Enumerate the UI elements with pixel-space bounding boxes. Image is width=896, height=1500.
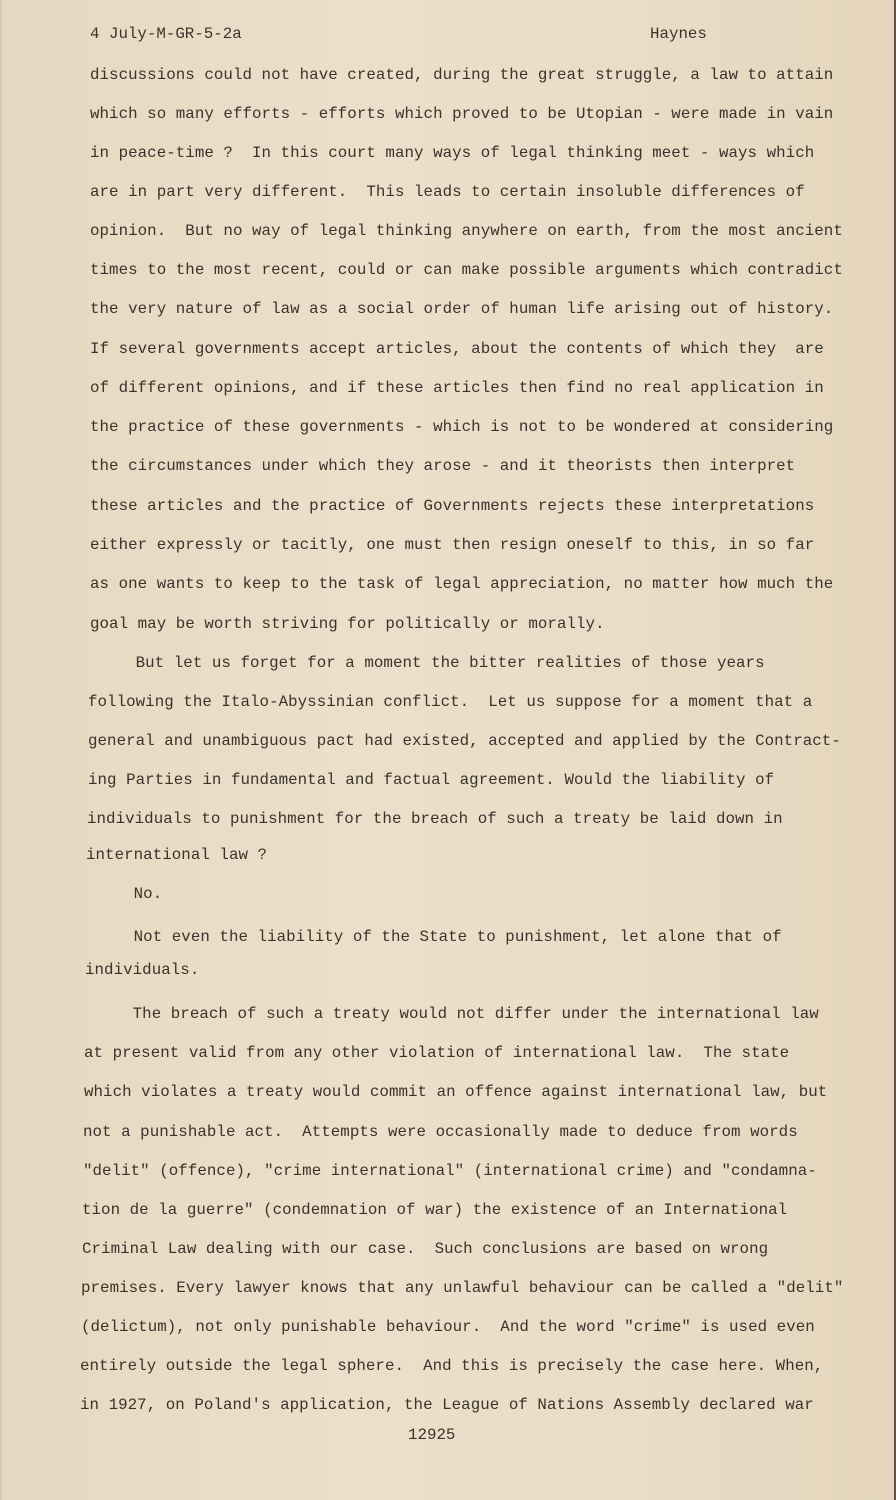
text-line: the very nature of law as a social order of human life arising out of history. xyxy=(90,300,834,318)
text-line: international law ? xyxy=(86,846,268,864)
text-line: following the Italo-Abyssinian conflict. Let us suppose for a moment that a xyxy=(88,693,813,711)
text-line: the practice of these governments - which is not to be wondered at considering xyxy=(90,418,834,436)
text-line: not a punishable act. Attempts were occasionally made to deduce from words xyxy=(83,1123,798,1141)
text-line: the circumstances under which they arose - and it theorists then interpret xyxy=(90,457,796,475)
text-line: If several governments accept articles, about the contents of which they are xyxy=(90,340,824,358)
text-line: "delit" (offence), "crime international" (international crime) and "condamna- xyxy=(83,1162,817,1180)
text-line: as one wants to keep to the task of legal appreciation, no matter how much the xyxy=(90,575,834,593)
text-line: Criminal Law dealing with our case. Such conclusions are based on wrong xyxy=(82,1240,769,1258)
text-line: opinion. But no way of legal thinking anywhere on earth, from the most ancient xyxy=(90,222,843,240)
text-line: in 1927, on Poland's application, the League of Nations Assembly declared war xyxy=(80,1396,814,1414)
text-line: which so many efforts - efforts which proved to be Utopian - were made in vain xyxy=(90,105,834,123)
text-line: of different opinions, and if these articles then find no real application in xyxy=(90,379,824,397)
speaker-name: Haynes xyxy=(650,25,707,43)
page-number: 12925 xyxy=(408,1426,456,1444)
text-line: either expressly or tacitly, one must then resign oneself to this, in so far xyxy=(90,536,815,554)
text-line: in peace-time ? In this court many ways of legal thinking meet - ways which xyxy=(90,144,815,162)
text-line: these articles and the practice of Governments rejects these interpretations xyxy=(90,497,815,515)
text-line: individuals to punishment for the breach of such a treaty be laid down in xyxy=(87,810,783,828)
text-line: are in part very different. This leads to certain insoluble differences of xyxy=(90,183,805,201)
text-line: tion de la guerre" (condemnation of war) the existence of an International xyxy=(82,1201,788,1219)
text-line: (delictum), not only punishable behaviour. And the word "crime" is used even xyxy=(81,1318,815,1336)
page-left-edge xyxy=(0,0,2,1500)
text-line: premises. Every lawyer knows that any unlawful behaviour can be called a "delit" xyxy=(81,1279,844,1297)
text-line: which violates a treaty would commit an offence against international law, but xyxy=(84,1083,828,1101)
text-line: entirely outside the legal sphere. And this is precisely the case here. When, xyxy=(80,1357,824,1375)
text-line: Not even the liability of the State to punishment, let alone that of xyxy=(86,928,782,946)
text-line: ing Parties in fundamental and factual agreement. Would the liability of xyxy=(88,771,775,789)
text-line: discussions could not have created, during the great struggle, a law to attain xyxy=(90,66,834,84)
text-line: times to the most recent, could or can make possible arguments which contradict xyxy=(90,261,843,279)
text-line: The breach of such a treaty would not differ under the international law xyxy=(85,1005,819,1023)
text-line: individuals. xyxy=(85,961,200,979)
document-reference: 4 July-M-GR-5-2a xyxy=(90,25,242,43)
text-line: general and unambiguous pact had existed, accepted and applied by the Contract- xyxy=(88,732,841,750)
text-line: But let us forget for a moment the bitter realities of those years xyxy=(88,654,765,672)
text-line: goal may be worth striving for politically or morally. xyxy=(90,615,605,633)
text-line: No. xyxy=(86,885,163,903)
text-line: at present valid from any other violation of international law. The state xyxy=(84,1044,790,1062)
